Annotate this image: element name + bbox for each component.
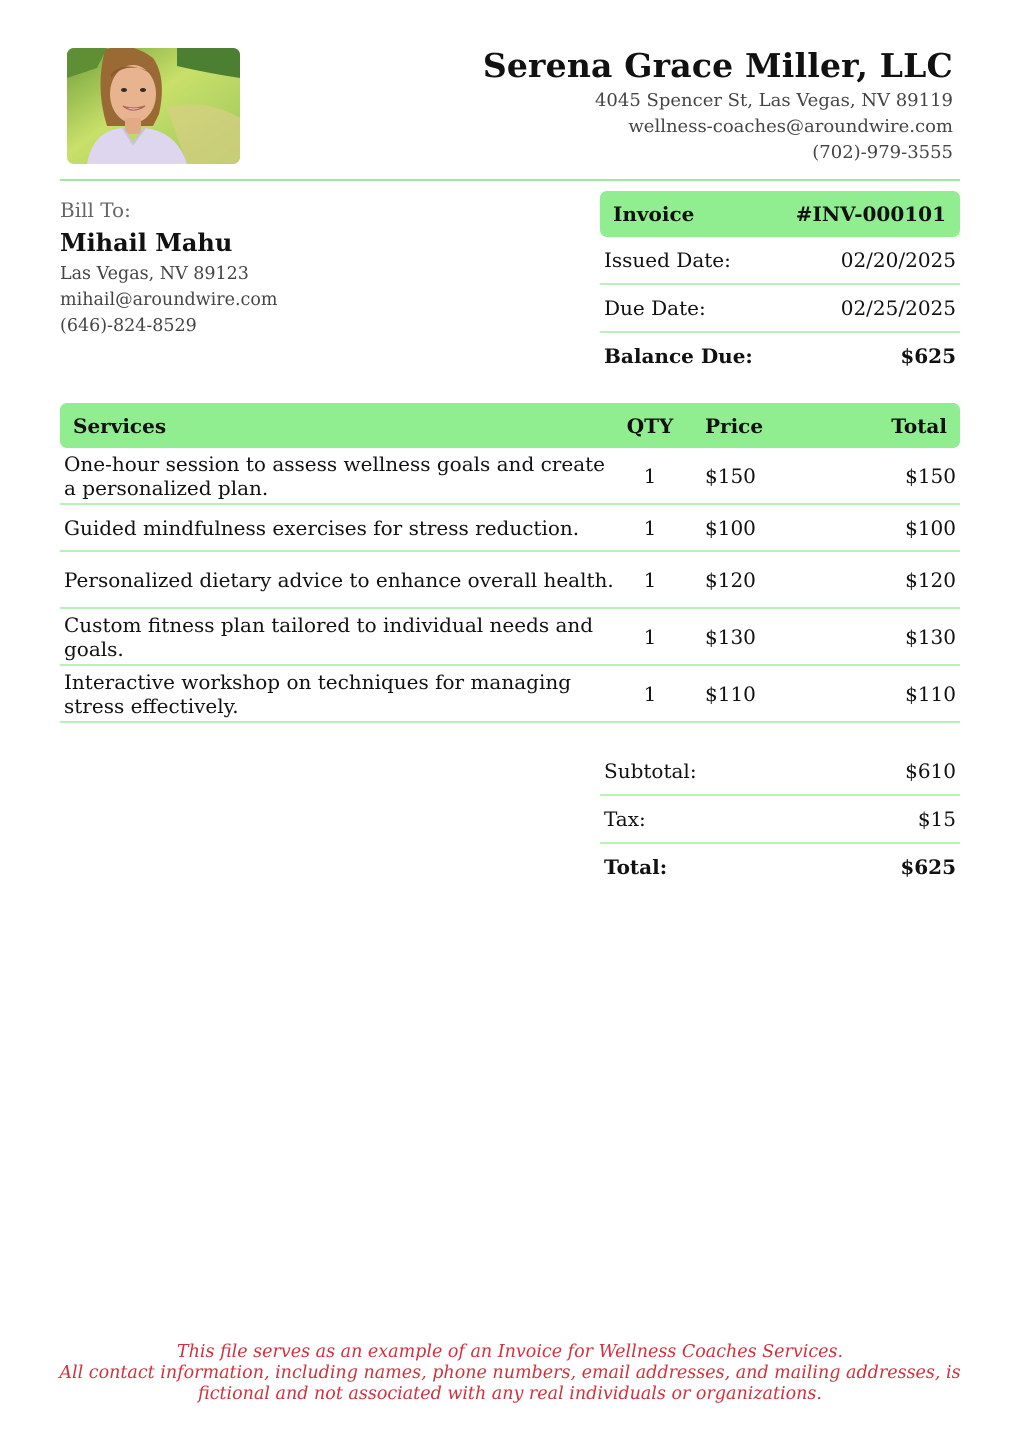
service-description: Personalized dietary advice to enhance overall health. bbox=[64, 567, 614, 592]
service-description: Guided mindfulness exercises for stress reduction. bbox=[64, 515, 580, 540]
service-total: $110 bbox=[905, 681, 956, 706]
company-phone: (702)-979-3555 bbox=[812, 142, 953, 163]
col-header-total: Total bbox=[891, 413, 947, 438]
portrait-image bbox=[67, 48, 240, 164]
balance-due-row bbox=[600, 333, 960, 379]
tax-label: Tax: bbox=[604, 807, 646, 831]
invoice-number: #INV-000101 bbox=[795, 202, 946, 226]
invoice-header bbox=[600, 191, 960, 237]
services-header-row bbox=[60, 403, 960, 448]
service-total: $100 bbox=[905, 515, 956, 540]
due-date-label: Due Date: bbox=[604, 296, 706, 320]
disclaimer-line: fictional and not associated with any real individuals or organizations. bbox=[198, 1384, 822, 1404]
tax-row bbox=[600, 796, 960, 844]
service-qty: 1 bbox=[643, 567, 657, 592]
company-email: wellness-coaches@aroundwire.com bbox=[628, 116, 953, 137]
issued-date-row bbox=[600, 237, 960, 285]
service-description: One-hour session to assess wellness goals and create a personalized plan. bbox=[64, 451, 605, 500]
service-total: $150 bbox=[905, 463, 956, 488]
table-row bbox=[60, 505, 960, 552]
service-qty: 1 bbox=[643, 515, 657, 540]
service-qty: 1 bbox=[643, 624, 657, 649]
tax-value: $15 bbox=[917, 807, 956, 831]
client-address: Las Vegas, NV 89123 bbox=[60, 264, 249, 284]
due-date-row bbox=[600, 285, 960, 333]
profile-photo bbox=[67, 48, 240, 164]
total-value: $625 bbox=[900, 855, 956, 879]
subtotal-label: Subtotal: bbox=[604, 759, 697, 783]
services-table bbox=[60, 403, 960, 723]
table-row bbox=[60, 552, 960, 609]
totals-block bbox=[600, 748, 960, 890]
service-total: $130 bbox=[905, 624, 956, 649]
table-row bbox=[60, 666, 960, 723]
balance-due-value: $625 bbox=[900, 344, 956, 368]
balance-due-label: Balance Due: bbox=[604, 344, 753, 368]
issued-date-label: Issued Date: bbox=[604, 248, 731, 272]
company-block bbox=[483, 44, 953, 166]
service-qty: 1 bbox=[643, 463, 657, 488]
subtotal-value: $610 bbox=[905, 759, 956, 783]
bill-to-label: Bill To: bbox=[60, 198, 131, 222]
issued-date-value: 02/20/2025 bbox=[840, 248, 956, 272]
due-date-value: 02/25/2025 bbox=[840, 296, 956, 320]
total-label: Total: bbox=[604, 855, 668, 879]
service-description: Interactive workshop on techniques for managing stress effectively. bbox=[64, 669, 572, 718]
table-row bbox=[60, 609, 960, 666]
col-header-price: Price bbox=[705, 413, 764, 438]
header-divider bbox=[60, 179, 960, 181]
client-email: mihail@aroundwire.com bbox=[60, 290, 278, 310]
client-name: Mihail Mahu bbox=[60, 228, 233, 257]
service-price: $100 bbox=[705, 515, 756, 540]
bill-to-block bbox=[60, 196, 277, 339]
service-price: $110 bbox=[705, 681, 756, 706]
service-qty: 1 bbox=[643, 681, 657, 706]
invoice-label: Invoice bbox=[613, 202, 695, 226]
service-total: $120 bbox=[905, 567, 956, 592]
total-row bbox=[600, 844, 960, 890]
disclaimer-line: All contact information, including names, phone numbers, email addresses, and mailing addresses, is bbox=[59, 1363, 961, 1383]
col-header-services: Services bbox=[73, 413, 167, 438]
service-price: $150 bbox=[705, 463, 756, 488]
company-address: 4045 Spencer St, Las Vegas, NV 89119 bbox=[594, 90, 953, 111]
disclaimer-line: This file serves as an example of an Invoice for Wellness Coaches Services. bbox=[176, 1342, 844, 1362]
disclaimer-footer bbox=[0, 1342, 1020, 1405]
service-description: Custom fitness plan tailored to individual needs and goals. bbox=[64, 612, 594, 661]
service-price: $120 bbox=[705, 567, 756, 592]
company-name: Serena Grace Miller, LLC bbox=[482, 46, 953, 85]
subtotal-row bbox=[600, 748, 960, 796]
table-row bbox=[60, 448, 960, 505]
service-price: $130 bbox=[705, 624, 756, 649]
invoice-page bbox=[60, 0, 960, 1443]
col-header-qty: QTY bbox=[626, 413, 674, 438]
client-phone: (646)-824-8529 bbox=[60, 316, 197, 336]
invoice-info bbox=[600, 191, 960, 379]
